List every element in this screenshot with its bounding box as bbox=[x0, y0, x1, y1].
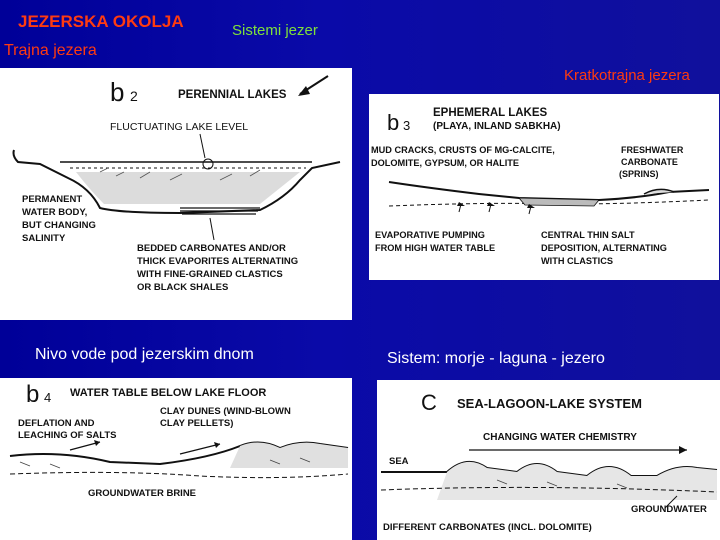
clay-dunes bbox=[230, 442, 348, 468]
label-pumping-2: FROM HIGH WATER TABLE bbox=[375, 243, 496, 253]
brine-table-line bbox=[10, 472, 348, 477]
label-sediments-4: OR BLACK SHALES bbox=[137, 282, 229, 293]
label-sediments-1: BEDDED CARBONATES AND/OR bbox=[137, 243, 286, 254]
pumping-arrows bbox=[459, 204, 531, 214]
diagram-tag: b bbox=[26, 381, 40, 408]
diagram-sea-lagoon-lake bbox=[377, 380, 720, 540]
diagram-perennial-lakes bbox=[0, 68, 352, 320]
label-salt-2: DEPOSITION, ALTERNATING bbox=[541, 243, 667, 253]
label-salt-1: CENTRAL THIN SALT bbox=[541, 230, 635, 240]
label-salt-3: WITH CLASTICS bbox=[541, 256, 613, 266]
diagram-title: WATER TABLE BELOW LAKE FLOOR bbox=[70, 387, 267, 399]
wind-arrows bbox=[70, 442, 220, 454]
diagram-tag: C bbox=[421, 390, 437, 415]
label-pumping-1: EVAPORATIVE PUMPING bbox=[375, 230, 485, 240]
slide-subtitle: Sistemi jezer bbox=[232, 22, 318, 39]
heading-perennial: Trajna jezera bbox=[4, 42, 97, 59]
sediment-fill bbox=[76, 172, 300, 204]
label-fresh-3: (SPRINS) bbox=[619, 169, 659, 179]
diagram-tag: b bbox=[387, 110, 400, 135]
arrow-head bbox=[298, 86, 310, 96]
diagram-title: EPHEMERAL LAKES bbox=[433, 107, 548, 119]
chemistry-arrow-head bbox=[679, 446, 687, 454]
label-dunes-1: CLAY DUNES (WIND-BLOWN bbox=[160, 406, 291, 417]
slide-title: JEZERSKA OKOLJA bbox=[18, 12, 184, 31]
caption-water-table: Nivo vode pod jezerskim dnom bbox=[35, 346, 254, 363]
label-carbonates: DIFFERENT CARBONATES (INCL. DOLOMITE) bbox=[383, 522, 592, 533]
label-fresh-2: CARBONATE bbox=[621, 157, 678, 167]
label-sea: SEA bbox=[389, 456, 409, 467]
label-fluctuating-level: FLUCTUATING LAKE LEVEL bbox=[110, 121, 249, 133]
diagram-tag-index: 2 bbox=[130, 88, 138, 104]
diagram-ephemeral-lakes bbox=[369, 94, 719, 280]
heading-ephemeral: Kratkotrajna jezera bbox=[564, 67, 690, 84]
label-mud-1: MUD CRACKS, CRUSTS OF MG-CALCITE, bbox=[371, 145, 555, 155]
label-groundwater-brine: GROUNDWATER BRINE bbox=[88, 488, 197, 499]
diagram-title-sub: (PLAYA, INLAND SABKHA) bbox=[433, 121, 561, 132]
label-water-chemistry: CHANGING WATER CHEMISTRY bbox=[483, 432, 637, 443]
label-permanent-body-4: SALINITY bbox=[22, 233, 66, 244]
label-fresh-1: FRESHWATER bbox=[621, 145, 684, 155]
leader-line bbox=[200, 134, 205, 158]
label-mud-2: DOLOMITE, GYPSUM, OR HALITE bbox=[371, 158, 520, 168]
diagram-title: PERENNIAL LAKES bbox=[178, 89, 287, 101]
label-permanent-body-2: WATER BODY, bbox=[22, 207, 88, 218]
diagram-water-table bbox=[0, 378, 352, 540]
diagram-tag: b bbox=[110, 77, 125, 107]
diagram-tag-index: 4 bbox=[44, 390, 52, 405]
leader-line-sediments bbox=[210, 218, 214, 240]
wind-arrow-heads bbox=[94, 440, 220, 448]
diagram-tag-index: 3 bbox=[403, 118, 411, 133]
diagram-title: SEA-LAGOON-LAKE SYSTEM bbox=[457, 396, 642, 411]
label-deflation-1: DEFLATION AND bbox=[18, 418, 95, 429]
label-permanent-body-3: BUT CHANGING bbox=[22, 220, 96, 231]
caption-sea-lagoon: Sistem: morje - laguna - jezero bbox=[387, 350, 605, 367]
label-sediments-2: THICK EVAPORITES ALTERNATING bbox=[137, 256, 299, 267]
label-deflation-2: LEACHING OF SALTS bbox=[18, 430, 117, 441]
label-permanent-body-1: PERMANENT bbox=[22, 194, 83, 205]
label-dunes-2: CLAY PELLETS) bbox=[160, 418, 234, 429]
label-sediments-3: WITH FINE-GRAINED CLASTICS bbox=[137, 269, 283, 280]
label-groundwater: GROUNDWATER bbox=[631, 504, 707, 515]
